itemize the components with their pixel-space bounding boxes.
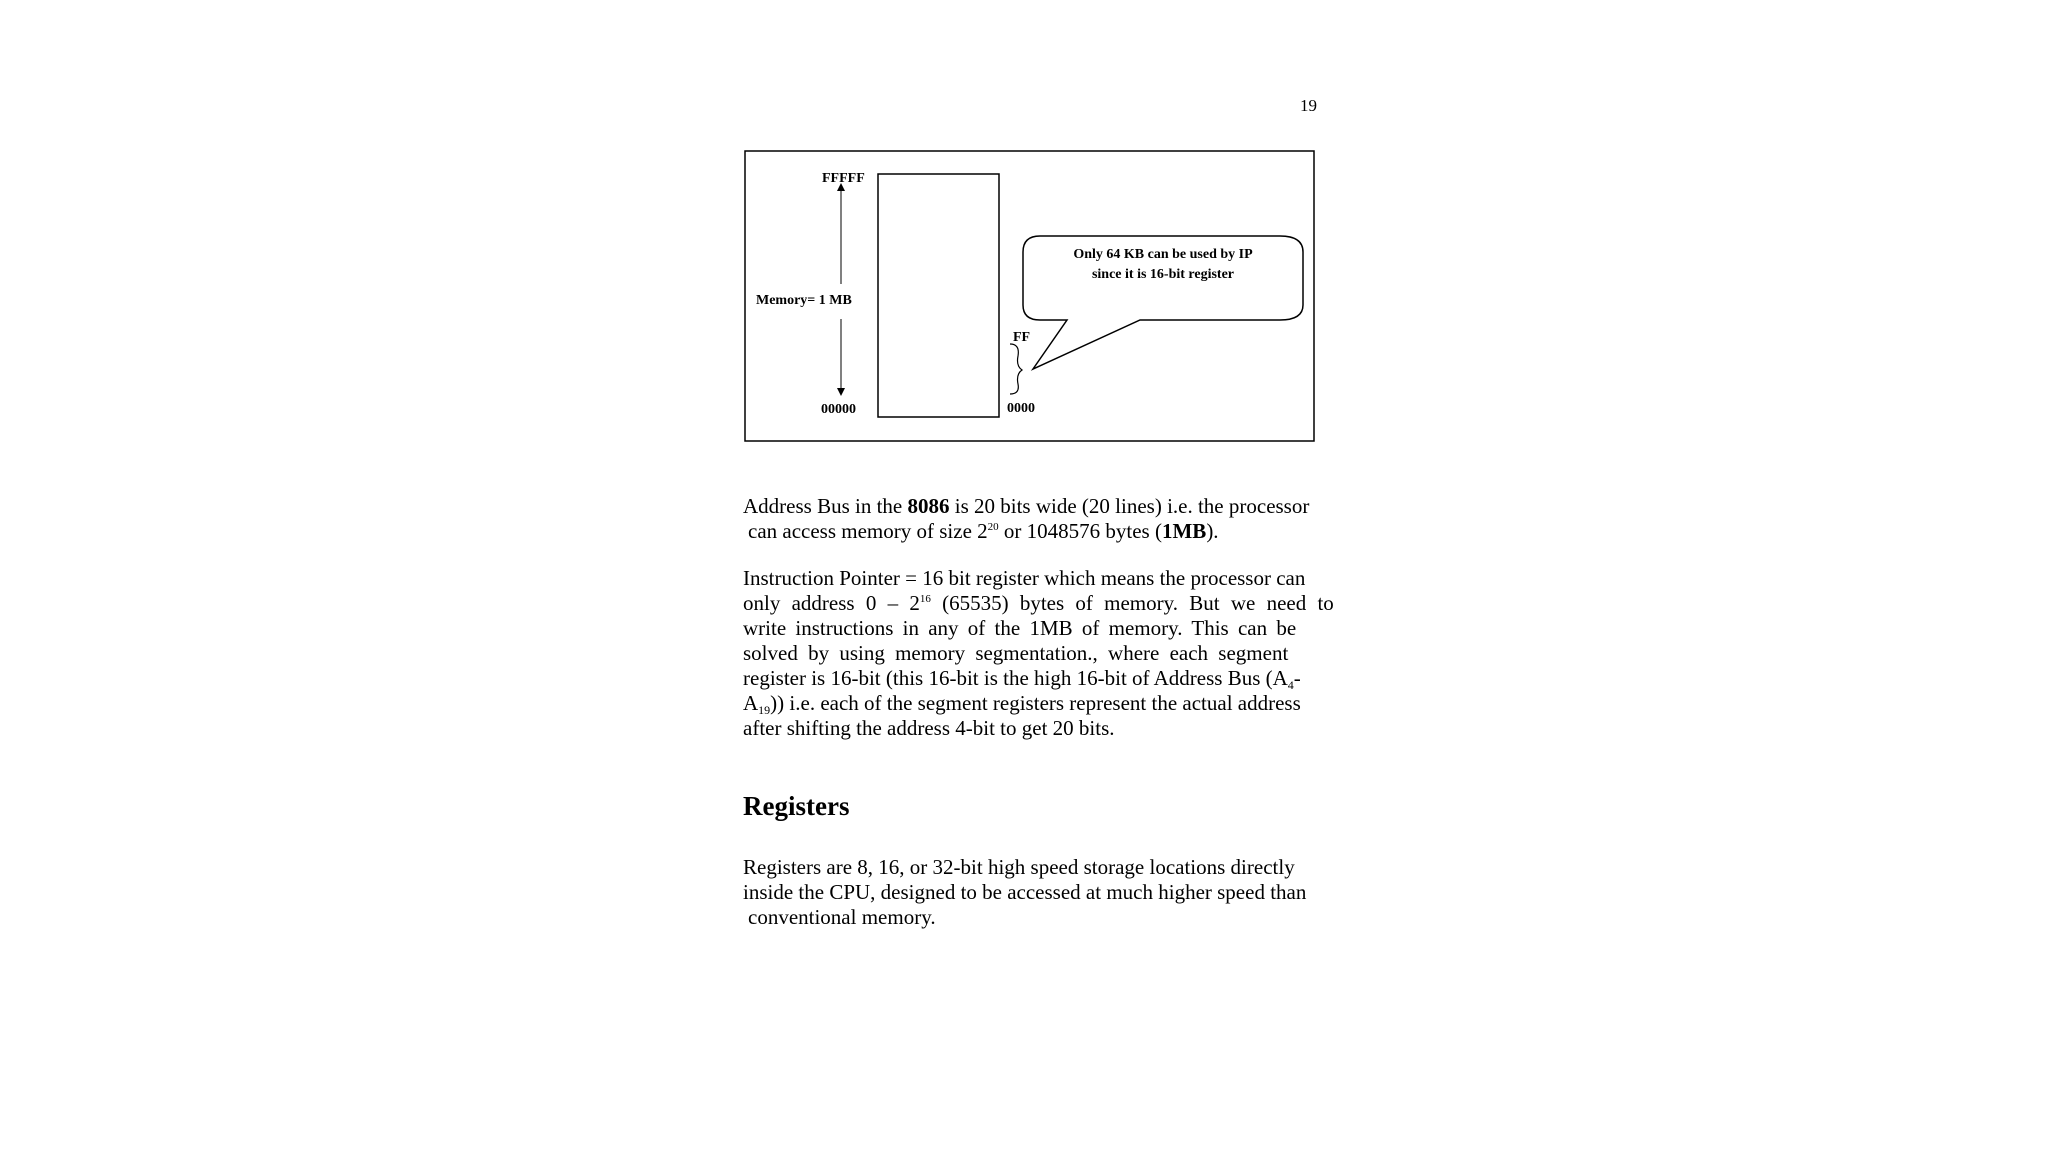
instruction-pointer-paragraph [743, 566, 1334, 741]
para2-line3: write instructions in any of the 1MB of memory. This can be [743, 616, 1297, 640]
brace-icon [1010, 344, 1022, 394]
para3-line2: inside the CPU, designed to be accessed at much higher speed than [743, 880, 1307, 904]
memory-block [878, 174, 999, 417]
memory-size-label: Memory= 1 MB [756, 293, 852, 308]
address-bus-paragraph [743, 494, 1323, 544]
bottom-address-label: 00000 [821, 402, 856, 417]
para1-line1: Address Bus in the 8086 is 20 bits wide (20 lines) i.e. the processor [743, 494, 1310, 518]
top-address-label: FFFFF [822, 171, 865, 186]
section-heading: Registers [743, 791, 850, 821]
zero-offset-label: 0000 [1007, 401, 1035, 416]
registers-paragraph [743, 855, 1323, 930]
para2-line2: only address $0 - 2^{16}$ (65535) bytes of memory. But we need to [743, 591, 1334, 615]
ff-label: FF [1013, 330, 1031, 345]
para2-line6: $A_{19}$)) i.e. each of the segment registers represent the actual address [743, 691, 1301, 717]
para3-line1: Registers are 8, 16, or 32-bit high speed storage locations directly [743, 855, 1295, 879]
callout-line-1: Only 64 KB can be used by IP [1073, 247, 1253, 262]
para2-line1: Instruction Pointer = 16 bit register which means the processor can [743, 566, 1306, 590]
para2-line4: solved by using memory segmentation., where each segment [743, 641, 1289, 665]
para2-line7: after shifting the address 4-bit to get 20 bits. [743, 716, 1115, 740]
callout-line-2: since it is 16-bit register [1091, 267, 1235, 282]
para1-line2: can access memory of size $2^{20}$ or 1048576 bytes (1MB). [748, 519, 1219, 543]
para2-line5: register is 16-bit (this 16-bit is the high 16-bit of Address Bus ($A_4-$ [743, 666, 1301, 692]
para3-line3: conventional memory. [748, 905, 936, 929]
page-number: 19 [1300, 96, 1317, 115]
